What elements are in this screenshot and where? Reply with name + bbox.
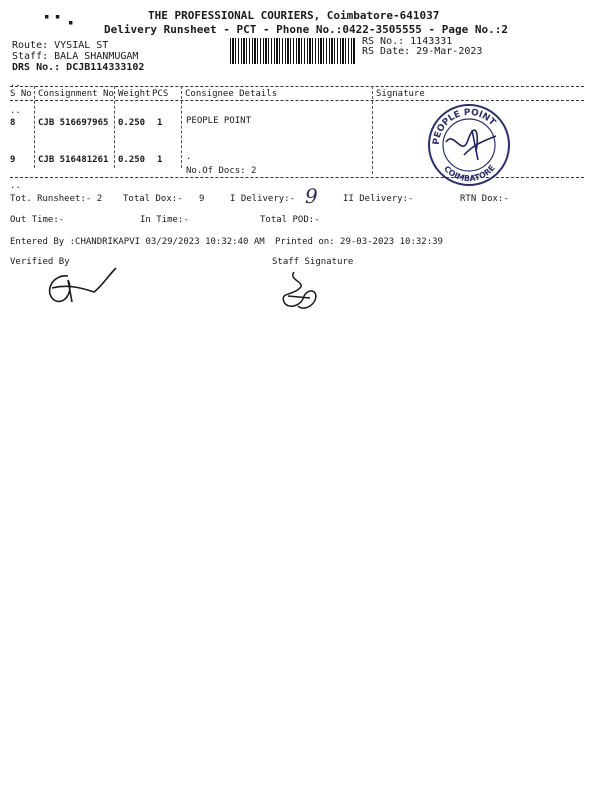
- col-header-consignment: Consignment No: [38, 89, 114, 99]
- col-header-consignee: Consignee Details: [185, 89, 278, 99]
- company-stamp: [424, 100, 514, 190]
- out-time-label: Out Time:-: [10, 215, 65, 225]
- verifier-signature: [38, 262, 128, 310]
- runsheet-subtitle: Delivery Runsheet - PCT - Phone No.:0422-3505555 - Page No.:2: [104, 23, 508, 36]
- table-row-pcs: 1: [157, 155, 163, 165]
- stray-mark: ▪: [68, 18, 74, 28]
- staff-signature-label: Staff Signature: [272, 257, 354, 267]
- total-pod-label: Total POD:-: [260, 215, 320, 225]
- table-row-consignee: PEOPLE POINT: [186, 116, 252, 126]
- row-marker: ..: [10, 106, 21, 116]
- table-top-rule: [10, 86, 584, 87]
- column-divider: [114, 86, 115, 168]
- table-row-sno: 9: [10, 155, 16, 165]
- verified-by-label: Verified By: [10, 257, 70, 267]
- docs-count: No.Of Docs: 2: [186, 166, 257, 176]
- column-divider: [181, 86, 182, 168]
- entered-by: Entered By :CHANDRIKAPVI 03/29/2023 10:32:40 AM: [10, 237, 265, 247]
- company-name: THE PROFESSIONAL COURIERS, Coimbatore-641037: [148, 9, 440, 22]
- table-row-weight: 0.250: [118, 118, 146, 128]
- col-header-sno: S No: [10, 89, 32, 99]
- tot-runsheet: Tot. Runsheet:- 2: [10, 194, 103, 204]
- staff-label: Staff: BALA SHANMUGAM: [12, 51, 139, 62]
- rs-number: RS No.: 1143331: [362, 36, 453, 47]
- drs-number: DRS No.: DCJB114333102: [12, 62, 145, 73]
- column-divider: [34, 86, 35, 168]
- route-label: Route: VYSIAL ST: [12, 40, 109, 51]
- row-marker: ..: [10, 181, 21, 191]
- printed-on: Printed on: 29-03-2023 10:32:39: [275, 237, 443, 247]
- barcode: [230, 38, 355, 64]
- rtn-dox-label: RTN Dox:-: [460, 194, 509, 204]
- total-dox-value: 9: [199, 194, 205, 204]
- table-row-weight: 0.250: [118, 155, 146, 165]
- col-header-weight: Weight: [118, 89, 151, 99]
- stamp-bottom-text: COIMBATORE: [442, 163, 497, 184]
- table-row-consignee: .: [186, 152, 192, 162]
- ii-delivery-label: II Delivery:-: [343, 194, 414, 204]
- table-row-consignment: CJB 516697965: [38, 118, 109, 128]
- stray-mark: ▪ ▪: [44, 12, 61, 22]
- table-row-sno: 8: [10, 118, 16, 128]
- table-row-consignment: CJB 516481261: [38, 155, 109, 165]
- column-divider: [372, 86, 373, 174]
- staff-signature: [270, 266, 330, 314]
- col-header-pcs: PCS: [152, 89, 169, 99]
- i-delivery-label: I Delivery:-: [230, 194, 296, 204]
- in-time-label: In Time:-: [140, 215, 189, 225]
- total-dox-label: Total Dox:-: [123, 194, 183, 204]
- i-delivery-handwritten: 9: [305, 184, 318, 208]
- stamp-top-text: PEOPLE POINT: [431, 107, 498, 146]
- stamp-signature: [446, 130, 496, 160]
- lead-marker: ..: [10, 79, 21, 89]
- rs-date: RS Date: 29-Mar-2023: [362, 46, 483, 57]
- table-row-pcs: 1: [157, 118, 163, 128]
- col-header-signature: Signature: [376, 89, 425, 99]
